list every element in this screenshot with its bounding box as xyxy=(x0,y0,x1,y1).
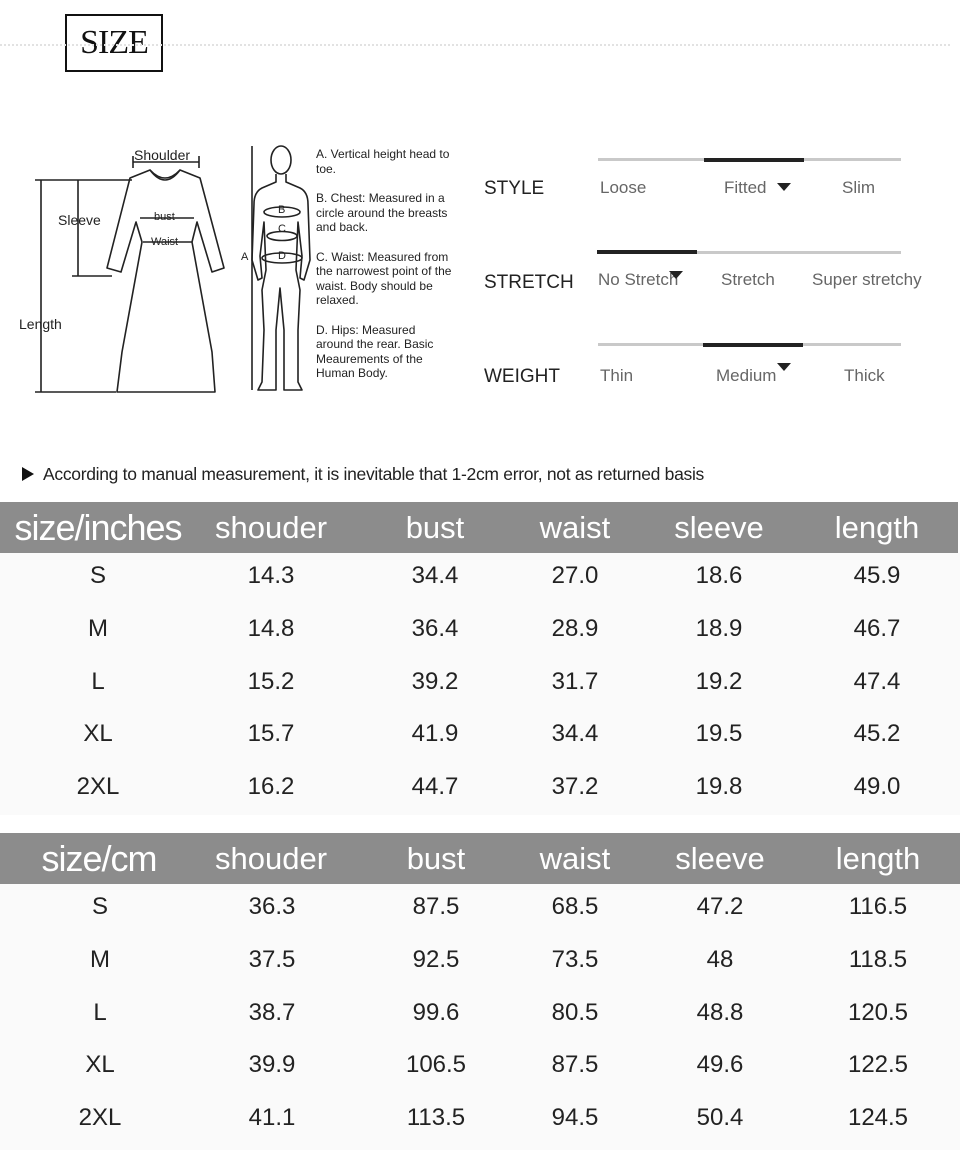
table-cell: 113.5 xyxy=(406,1104,466,1131)
style-option-slim: Slim xyxy=(842,178,876,197)
table-cell: 15.2 xyxy=(247,668,295,695)
selected-marker-icon xyxy=(777,183,791,191)
size-cell: S xyxy=(91,893,108,920)
note-b: B. Chest: Measured in a circle around the breasts and back. xyxy=(316,191,448,234)
table-cell: 99.6 xyxy=(412,999,460,1026)
table-cell: 14.8 xyxy=(247,615,295,642)
table-cell: 36.3 xyxy=(248,893,296,920)
table-cell: 92.5 xyxy=(412,946,460,973)
figure-label-c: C xyxy=(278,223,286,235)
header-cell: sleeve xyxy=(675,841,765,876)
style-option-loose: Loose xyxy=(600,178,647,197)
stretch-scale xyxy=(480,250,950,320)
figure-label-b: B xyxy=(278,204,286,216)
table-cell: 36.4 xyxy=(411,615,459,642)
table-cell: 73.5 xyxy=(551,946,599,973)
table-cell: 46.7 xyxy=(853,615,901,642)
header-cell: length xyxy=(835,841,921,876)
stretch-option-no-stretch: No Stretch xyxy=(598,270,679,289)
size-table-inches xyxy=(0,502,960,815)
note-d: D. Hips: Measured around the rear. Basic Meaurements of the Human Body. xyxy=(316,322,434,380)
note-c: C. Waist: Measured from the narrowest point of the waist. Body should be relaxed. xyxy=(316,249,452,307)
weight-option-thick: Thick xyxy=(844,366,885,385)
size-table-cm xyxy=(0,833,960,1150)
measurement-disclaimer xyxy=(22,464,704,485)
size-title: SIZE xyxy=(65,14,163,72)
fabric-scales xyxy=(480,150,950,410)
size-cell: L xyxy=(91,668,105,695)
disclaimer-text: According to manual measurement, it is inevitable that 1-2cm error, not as returned basis xyxy=(43,464,704,484)
table-cell: 49.0 xyxy=(853,773,901,800)
table-cell: 27.0 xyxy=(551,562,599,589)
table-cell: 16.2 xyxy=(247,773,295,800)
table-cell: 80.5 xyxy=(551,999,599,1026)
table-cell: 87.5 xyxy=(412,893,460,920)
stretch-option-super-stretchy: Super stretchy xyxy=(812,270,922,289)
table-body xyxy=(0,553,960,815)
scale-segment xyxy=(598,343,703,346)
scale-segment-selected xyxy=(703,343,803,347)
table-cell: 37.2 xyxy=(551,773,599,800)
size-cell: S xyxy=(89,562,106,589)
bust-label: bust xyxy=(154,211,175,223)
table-cell: 18.9 xyxy=(695,615,743,642)
weight-scale xyxy=(480,342,950,412)
table-cell: 28.9 xyxy=(551,615,599,642)
size-cell: XL xyxy=(83,720,113,747)
table-cell: 106.5 xyxy=(405,1051,467,1078)
style-option-fitted: Fitted xyxy=(724,178,767,197)
divider-line xyxy=(0,44,950,46)
header-cell: bust xyxy=(405,510,465,545)
table-cell: 38.7 xyxy=(248,999,296,1026)
header-cell: bust xyxy=(406,841,466,876)
table-cell: 39.9 xyxy=(248,1051,296,1078)
stretch-label: STRETCH xyxy=(484,272,574,293)
table-cell: 41.9 xyxy=(411,720,459,747)
size-cell: M xyxy=(90,946,110,973)
table-cell: 116.5 xyxy=(848,893,908,920)
size-cell: XL xyxy=(85,1051,115,1078)
table-cell: 14.3 xyxy=(247,562,295,589)
size-cell: 2XL xyxy=(76,773,120,800)
size-cell: L xyxy=(93,999,107,1026)
scale-segment-selected xyxy=(704,158,804,162)
play-triangle-icon xyxy=(22,467,34,481)
table-cell: 44.7 xyxy=(411,773,459,800)
figure-label-a: A xyxy=(241,251,249,263)
table-cell: 118.5 xyxy=(848,946,908,973)
table-header xyxy=(0,833,960,884)
table-cell: 37.5 xyxy=(248,946,296,973)
table-cell: 18.6 xyxy=(695,562,743,589)
weight-label: WEIGHT xyxy=(484,366,560,387)
figure-label-d: D xyxy=(278,250,286,262)
table-cell: 124.5 xyxy=(847,1104,909,1131)
measurement-diagram xyxy=(0,130,470,420)
selected-marker-icon xyxy=(777,363,791,371)
scale-segment xyxy=(803,343,901,346)
table-cell: 47.2 xyxy=(696,893,744,920)
table-cell: 122.5 xyxy=(847,1051,909,1078)
sleeve-label: Sleeve xyxy=(58,212,101,228)
table-cell: 48.8 xyxy=(696,999,744,1026)
scale-segment xyxy=(598,158,704,161)
header-cell: size/inches xyxy=(14,507,182,548)
header-cell: shouder xyxy=(214,510,328,545)
waist-label: Waist xyxy=(151,236,179,248)
note-a: A. Vertical height head to toe. xyxy=(316,147,450,176)
header-cell: waist xyxy=(539,841,611,876)
table-cell: 15.7 xyxy=(247,720,295,747)
header-cell: sleeve xyxy=(674,510,764,545)
table-cell: 49.6 xyxy=(696,1051,744,1078)
table-cell: 41.1 xyxy=(248,1104,296,1131)
table-cell: 45.2 xyxy=(853,720,901,747)
header-cell: length xyxy=(834,510,920,545)
style-scale xyxy=(480,150,950,220)
shoulder-label: Shoulder xyxy=(134,147,191,163)
table-header xyxy=(0,502,958,553)
table-cell: 87.5 xyxy=(551,1051,599,1078)
scale-segment-selected xyxy=(597,250,697,254)
weight-option-thin: Thin xyxy=(600,366,634,385)
table-cell: 34.4 xyxy=(551,720,599,747)
header-cell: waist xyxy=(539,510,611,545)
table-cell: 48 xyxy=(706,946,734,973)
table-cell: 45.9 xyxy=(853,562,901,589)
header-cell: size/cm xyxy=(41,838,157,879)
size-cell: M xyxy=(88,615,108,642)
table-cell: 94.5 xyxy=(551,1104,599,1131)
length-label: Length xyxy=(19,316,62,332)
scale-segment xyxy=(804,158,901,161)
table-cell: 19.2 xyxy=(695,668,743,695)
weight-option-medium: Medium xyxy=(716,366,777,385)
table-cell: 120.5 xyxy=(847,999,909,1026)
selected-marker-icon xyxy=(669,271,683,279)
table-cell: 68.5 xyxy=(551,893,599,920)
table-cell: 47.4 xyxy=(853,668,901,695)
style-label: STYLE xyxy=(484,178,545,199)
table-cell: 19.8 xyxy=(695,773,743,800)
table-cell: 50.4 xyxy=(696,1104,744,1131)
header-cell: shouder xyxy=(214,841,328,876)
table-cell: 34.4 xyxy=(411,562,459,589)
table-body xyxy=(0,884,960,1150)
scale-segment xyxy=(697,251,901,254)
table-cell: 39.2 xyxy=(411,668,459,695)
size-cell: 2XL xyxy=(78,1104,122,1131)
stretch-option-stretch: Stretch xyxy=(721,270,775,289)
table-cell: 31.7 xyxy=(551,668,599,695)
table-cell: 19.5 xyxy=(695,720,743,747)
measurement-notes xyxy=(316,147,456,396)
